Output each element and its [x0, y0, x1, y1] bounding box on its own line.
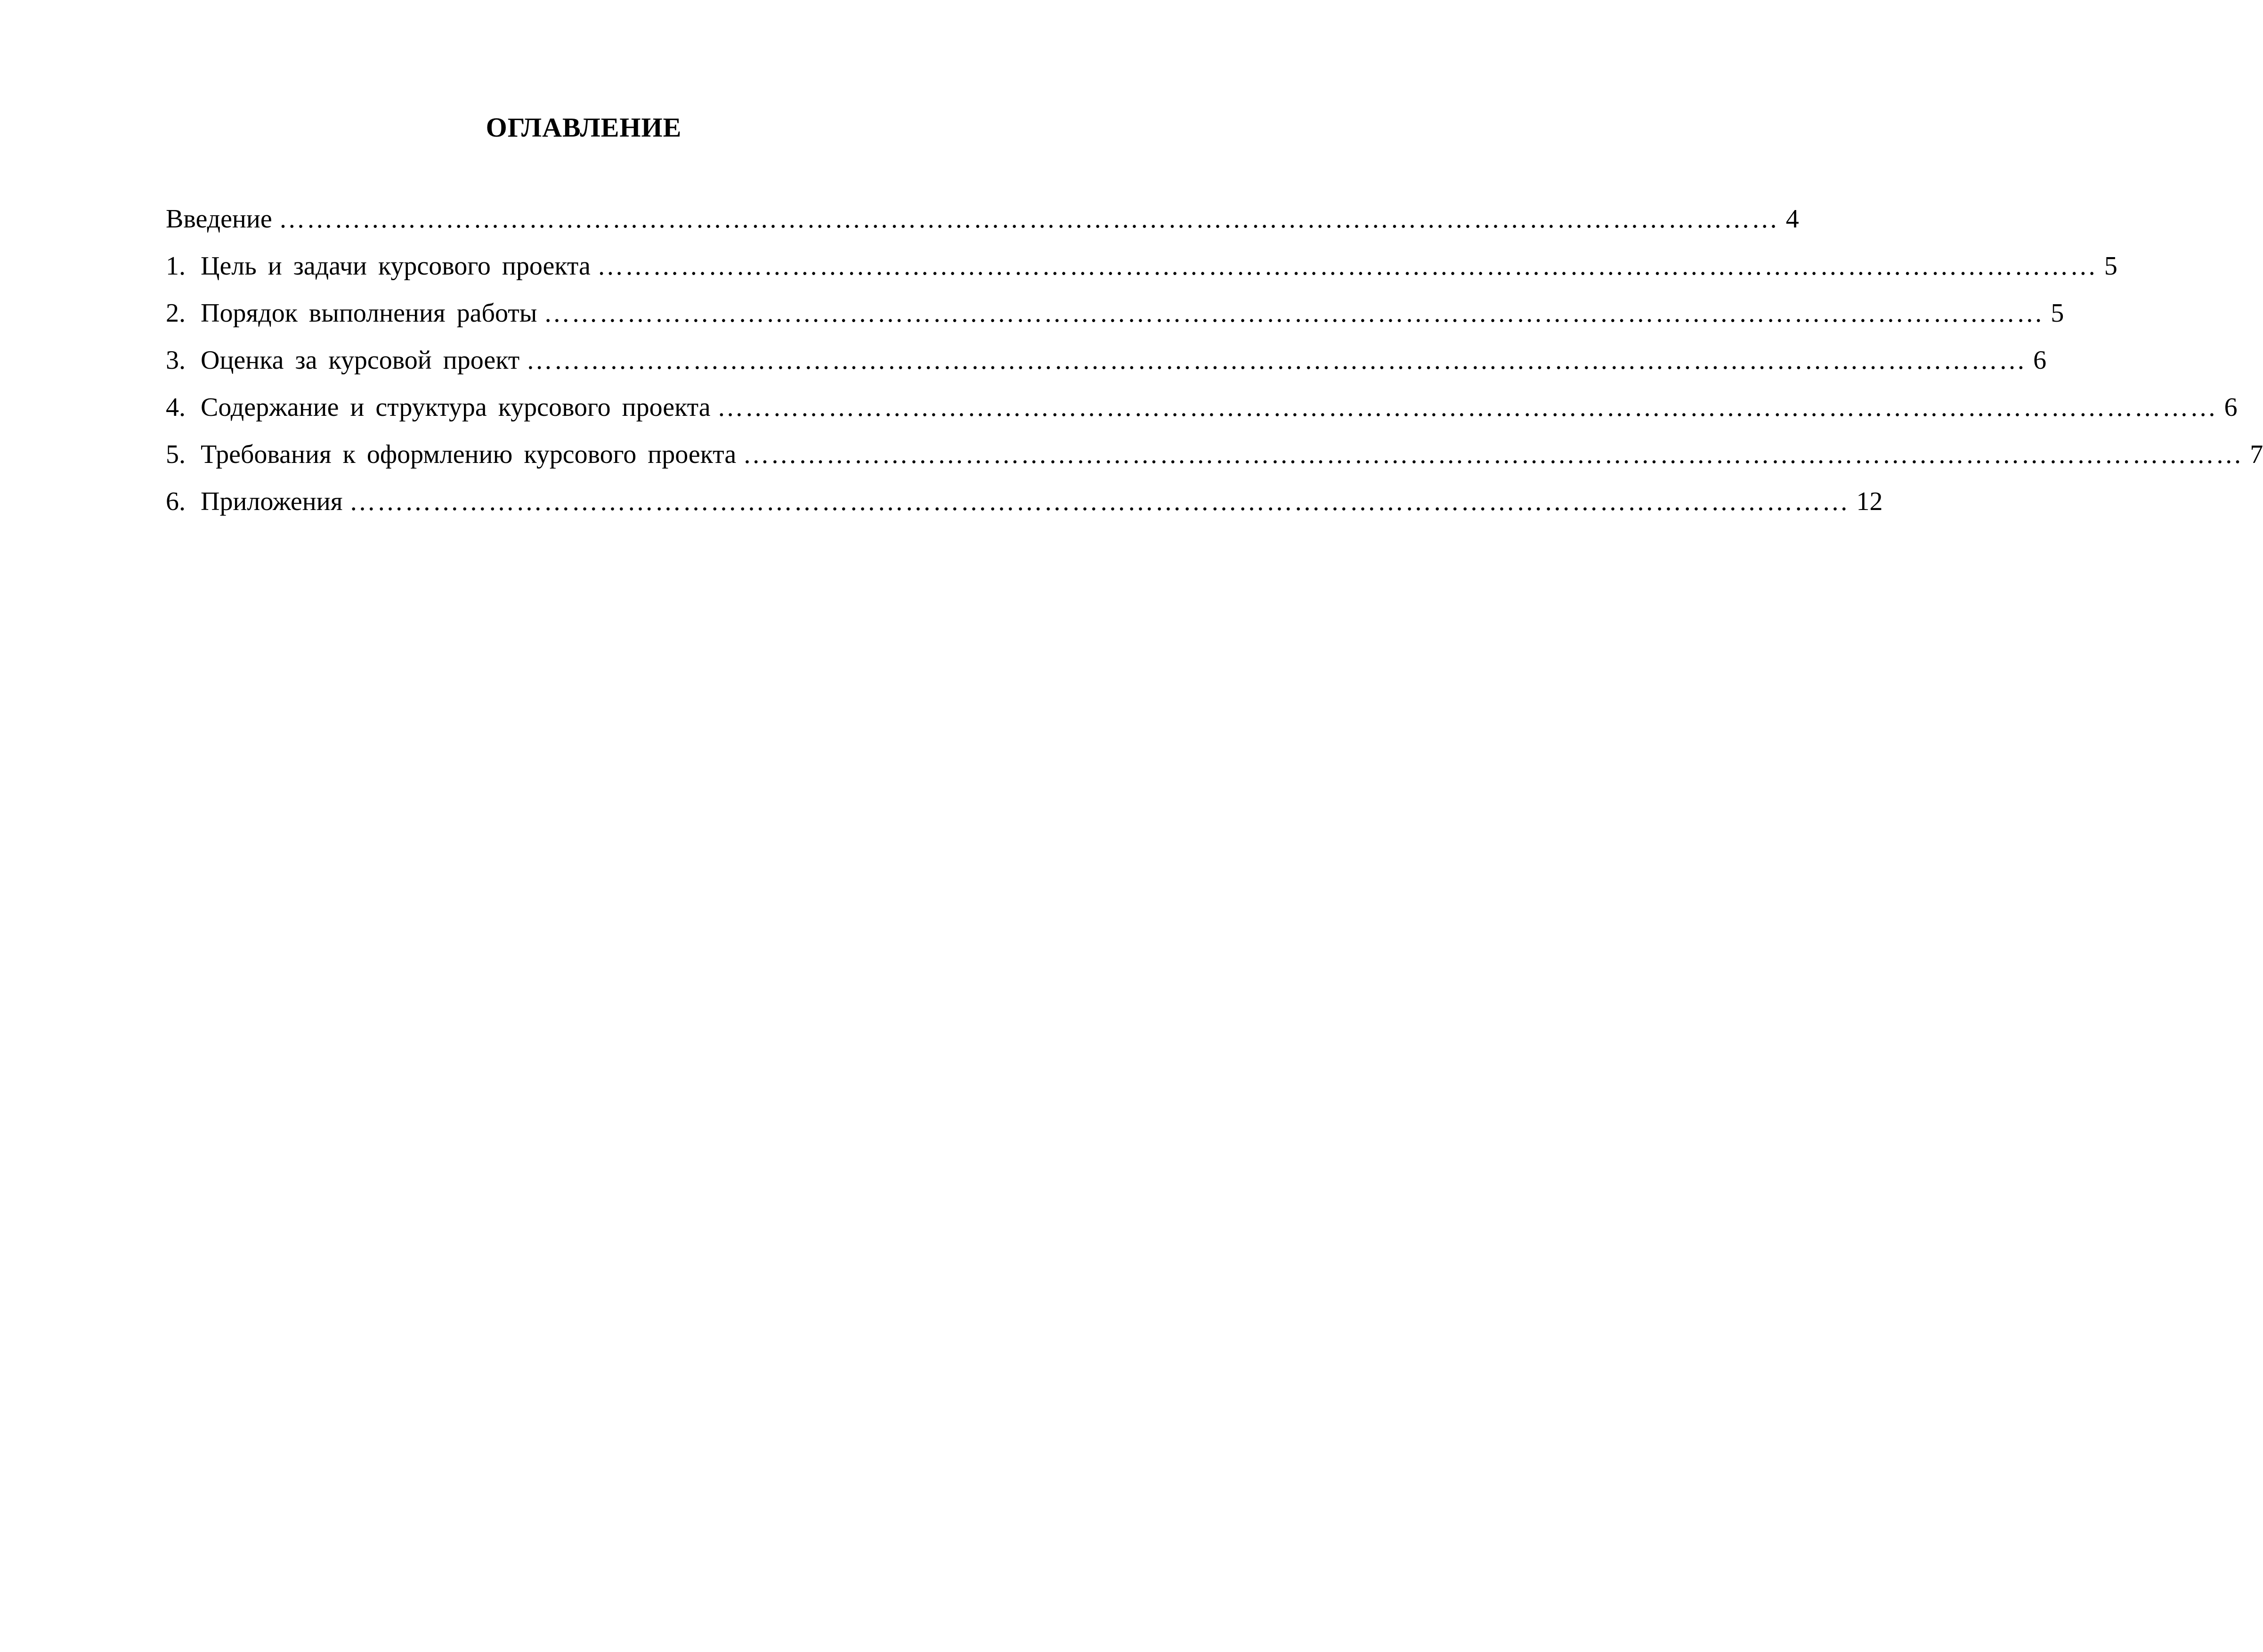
toc-entry-title: Введение: [166, 204, 272, 234]
toc-entry-number: 2.: [166, 299, 186, 328]
toc-entry-5[interactable]: [166, 438, 2263, 485]
toc-page-number: 4: [1785, 204, 1799, 234]
toc-entry-title: Содержание и структура курсового проекта: [201, 393, 711, 422]
toc-dot-leader: ………………………………………………………………………………………………………………………………………………: [278, 204, 1779, 234]
toc-entry-1[interactable]: [166, 250, 2117, 297]
toc-dot-leader: ………………………………………………………………………………………………………………………………………………: [597, 251, 2098, 281]
toc-dot-leader: ………………………………………………………………………………………………………………………………………………: [526, 346, 2027, 375]
toc-page-number: 5: [2104, 251, 2117, 281]
table-of-contents: [166, 202, 2263, 532]
toc-entry-number: 1.: [166, 251, 186, 281]
toc-entry-4[interactable]: [166, 391, 2238, 438]
page-title: ОГЛАВЛЕНИЕ: [486, 112, 682, 143]
toc-entry-number: 6.: [166, 487, 186, 516]
toc-entry-title: Оценка за курсовой проект: [201, 346, 520, 375]
toc-page-number: 6: [2033, 346, 2047, 375]
toc-dot-leader: ………………………………………………………………………………………………………………………………………………: [349, 487, 1850, 516]
toc-entry-2[interactable]: [166, 297, 2064, 344]
toc-entry-title: Приложения: [201, 487, 343, 516]
toc-page-number: 12: [1856, 487, 1883, 516]
toc-entry-title: Требования к оформлению курсового проекта: [201, 440, 737, 469]
toc-page-number: 5: [2051, 299, 2064, 328]
toc-entry-number: 3.: [166, 346, 186, 375]
toc-entry-title: Цель и задачи курсового проекта: [201, 251, 591, 281]
toc-entry-title: Порядок выполнения работы: [201, 299, 537, 328]
toc-entry-number: 4.: [166, 393, 186, 422]
toc-page-number: 6: [2224, 393, 2238, 422]
toc-entry-introduction[interactable]: [166, 202, 1799, 250]
toc-dot-leader: ………………………………………………………………………………………………………………………………………………: [717, 393, 2218, 422]
toc-entry-3[interactable]: [166, 344, 2047, 391]
toc-dot-leader: ………………………………………………………………………………………………………………………………………………: [543, 299, 2044, 328]
toc-entry-number: 5.: [166, 440, 186, 469]
toc-entry-6[interactable]: [166, 485, 1883, 532]
toc-page-number: 7: [2250, 440, 2263, 469]
toc-dot-leader: ………………………………………………………………………………………………………………………………………………: [743, 440, 2244, 469]
